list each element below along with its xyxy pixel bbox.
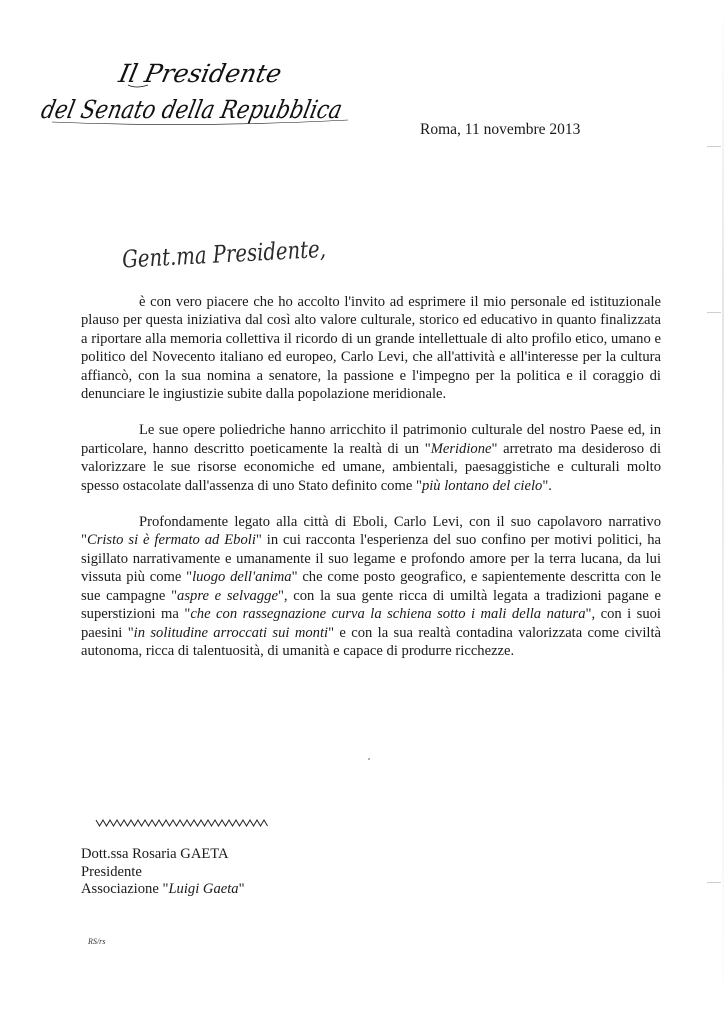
- letterhead: [32, 52, 400, 132]
- stray-mark: [368, 758, 370, 760]
- edge-tick: [707, 882, 721, 883]
- edge-tick: [707, 312, 721, 313]
- letterhead-line2: del Senato della Repubblica: [38, 95, 400, 124]
- salutation-text: Gent.ma Presidente,: [121, 232, 372, 274]
- recipient-role: Presidente: [81, 863, 142, 880]
- reference-initials: RS/rs: [88, 937, 106, 946]
- paragraph-3: Profondamente legato alla città di Eboli, Carlo Levi, con il suo capolavoro narrativo "Cristo si è fermato ad Eboli" in cui racconta l'esperienza del suo confino per motivi politici, ha sigillato narrativamente e umanamente il suo legame e profondo amore per la terra lucana, da lui vissuta più come "luogo dell'anima" che come posto geografico, e sapientemente descritta con le sue campagne "aspre e selvagge", con la sua gente ricca di umiltà legata a tradizioni pagane e superstizioni ma "che con rassegnazione curva la schiena sotto i mali della natura", con i suoi paesini "in solitudine arroccati sui monti" e con la sua realtà contadina valorizzata come civiltà autonoma, ricca di talentuosità, di umanità e capace di produrre ricchezze.: [81, 514, 662, 659]
- letter-body: [81, 293, 661, 678]
- zigzag-separator: [96, 818, 270, 828]
- edge-tick: [707, 146, 721, 147]
- paragraph-1: è con vero piacere che ho accolto l'invito ad esprimere il mio personale ed istituzionale plauso per questa iniziativa dal così alto valore culturale, storico ed educativo in quanto finalizzata a riportare alla memoria collettiva il ricordo di un grande intellettuale di alto profilo etico, umano e politico del Novecento italiano ed europeo, Carlo Levi, che all'attività e all'interesse per la cultura affiancò, con la sua nomina a senatore, la passione e l'impegno per la politica e il coraggio di denunciare le ingiustizie subite dalla popolazione meridionale.: [81, 294, 661, 403]
- paragraph-2: Le sue opere poliedriche hanno arricchito il patrimonio culturale del nostro Paese ed, in particolare, hanno descritto poeticamente la realtà di un "Meridione" arretrato ma desideroso di valorizzare le sue risorse economiche ed umane, ambientali, paesaggistiche e culturali molto spesso ostacolate dall'assenza di uno Stato definito come "più lontano del cielo".: [81, 422, 662, 494]
- recipient-block: [81, 846, 245, 899]
- letterhead-line1: Il Presidente: [116, 59, 285, 88]
- recipient-name: Dott.ssa Rosaria GAETA: [81, 846, 229, 862]
- recipient-organization: Associazione "Luigi Gaeta": [81, 881, 245, 898]
- handwritten-salutation: [118, 226, 372, 282]
- letter-date: Roma, 11 novembre 2013: [420, 121, 581, 138]
